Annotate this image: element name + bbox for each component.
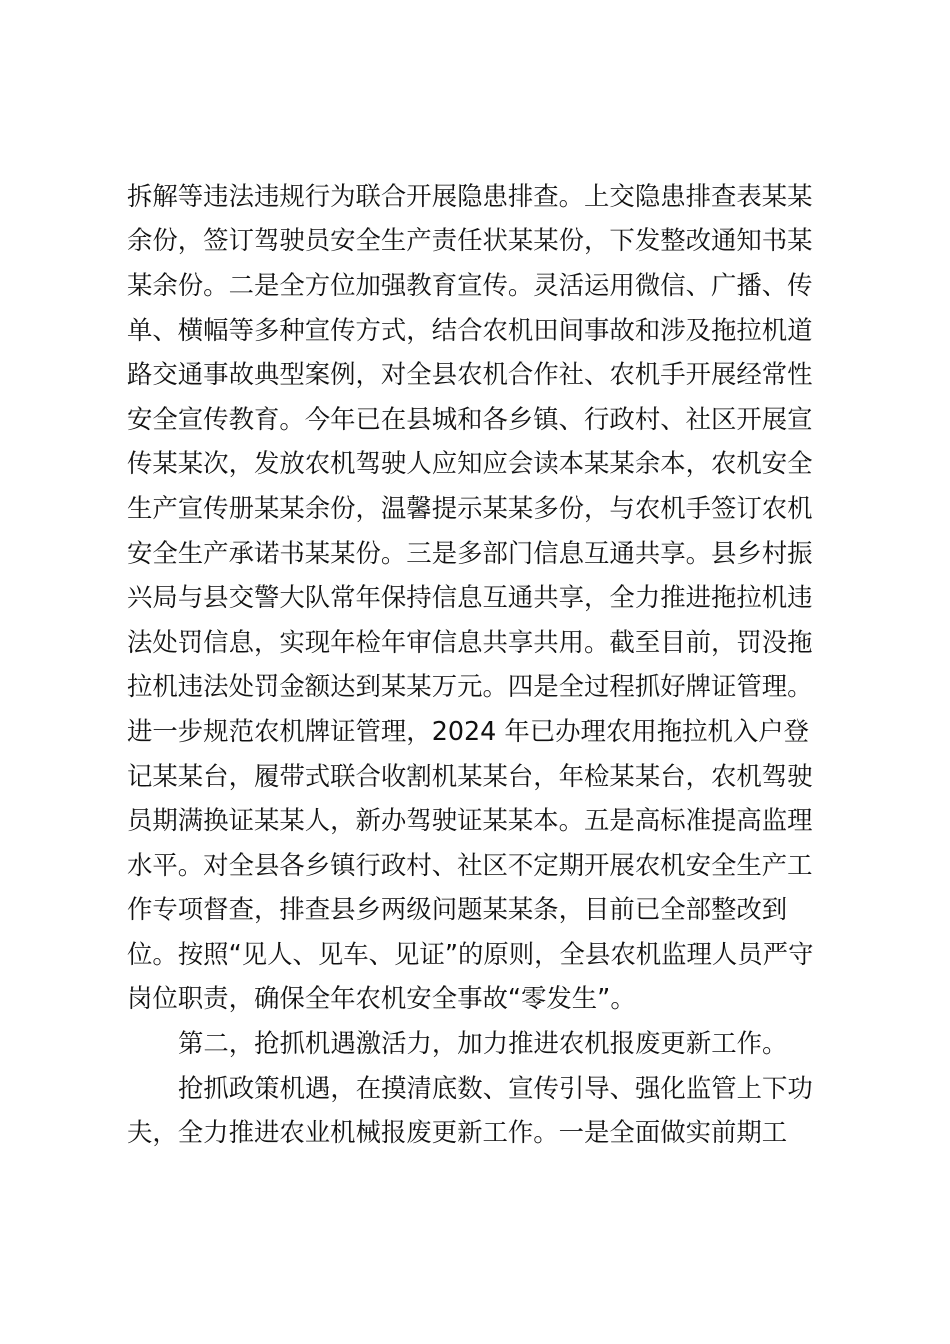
body-line-21: 抢抓政策机遇，在摸清底数、宣传引导、强化监管上下功 <box>178 1073 813 1103</box>
body-line-13: 进一步规范农机牌证管理，2024 年已办理农用拖拉机入户登 <box>127 716 810 746</box>
body-line-5: 路交通事故典型案例，对全县农机合作社、农机手开展经常性 <box>127 359 813 389</box>
body-line-7: 传某某次，发放农机驾驶人应知应会读本某某余本，农机安全 <box>127 448 813 478</box>
body-line-3: 某余份。二是全方位加强教育宣传。灵活运用微信、广播、传 <box>127 270 813 300</box>
body-line-14: 记某某台，履带式联合收割机某某台，年检某某台，农机驾驶 <box>127 761 813 791</box>
body-line-11: 法处罚信息，实现年检年审信息共享共用。截至目前，罚没拖 <box>127 627 813 657</box>
body-line-12: 拉机违法处罚金额达到某某万元。四是全过程抓好牌证管理。 <box>127 671 813 701</box>
body-line-15: 员期满换证某某人，新办驾驶证某某本。五是高标准提高监理 <box>127 805 813 835</box>
body-line-16: 水平。对全县各乡镇行政村、社区不定期开展农机安全生产工 <box>127 850 813 880</box>
body-line-19: 岗位职责，确保全年农机安全事故“零发生”。 <box>127 983 636 1013</box>
body-line-18: 位。按照“见人、见车、见证”的原则，全县农机监理人员严守 <box>127 939 814 969</box>
body-line-8: 生产宣传册某某余份，温馨提示某某多份，与农机手签订农机 <box>127 493 813 523</box>
body-line-6: 安全宣传教育。今年已在县城和各乡镇、行政村、社区开展宣 <box>127 404 813 434</box>
body-line-1: 拆解等违法违规行为联合开展隐患排查。上交隐患排查表某某 <box>127 181 813 211</box>
body-line-17: 作专项督查，排查县乡两级问题某某条，目前已全部整改到 <box>127 894 788 924</box>
body-line-10: 兴局与县交警大队常年保持信息互通共享，全力推进拖拉机违 <box>127 582 813 612</box>
body-line-4: 单、横幅等多种宣传方式，结合农机田间事故和涉及拖拉机道 <box>127 315 813 345</box>
body-line-2: 余份，签订驾驶员安全生产责任状某某份，下发整改通知书某 <box>127 225 813 255</box>
body-line-22: 夫，全力推进农业机械报废更新工作。一是全面做实前期工 <box>127 1117 788 1147</box>
body-line-9: 安全生产承诺书某某份。三是多部门信息互通共享。县乡村振 <box>127 538 813 568</box>
section-heading-2: 第二，抢抓机遇激活力，加力推进农机报废更新工作。 <box>178 1028 788 1058</box>
